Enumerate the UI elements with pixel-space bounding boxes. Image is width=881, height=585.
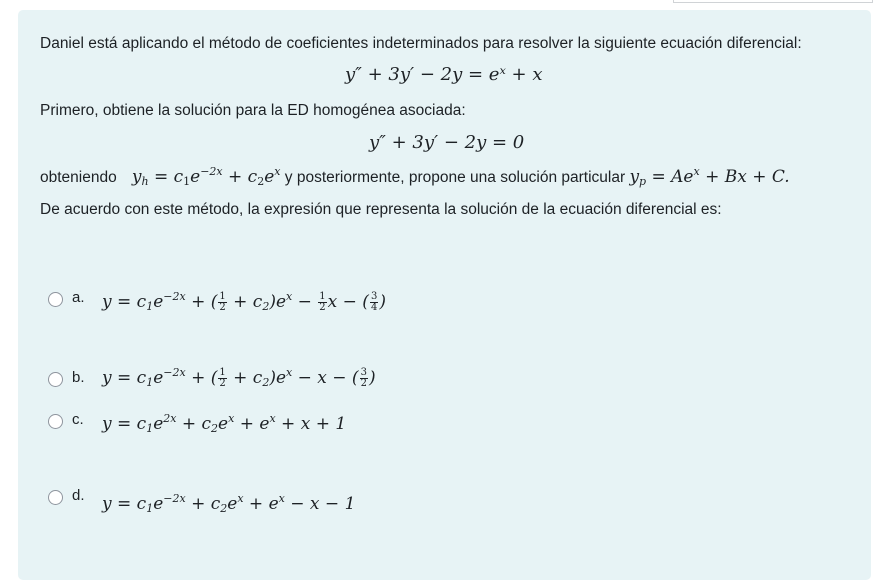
homogeneous-intro: Primero, obtiene la solución para la ED homogénea asociada: [40,102,466,119]
top-tab-border [673,0,873,3]
solution-line [40,167,790,188]
particular-solution: $y_p = Ae^x + Bx + C$. [629,165,790,188]
option-b-expression: $y = c_1e^{-2x}$ + ( $\frac{1}{2}$ + $c_2)e^x - x$ − ( $\frac{3}{2}$ ) [102,366,376,389]
homogeneous-equation: y″ + 3y′ − 2y = 0 [369,132,525,153]
question-intro: Daniel está aplicando el método de coeficientes indeterminados para resolver la siguiente ecuación diferencial: [40,35,802,52]
question-prompt: De acuerdo con este método, la expresión que representa la solución de la ecuación diferencial es: [40,201,722,218]
obtaining-middle: y posteriormente, propone una solución particular [284,169,626,186]
obtaining-prefix: obteniendo [40,169,117,186]
radio-b[interactable] [48,372,63,387]
option-c-expression: $y = c_1e^{2x} + c_2e^x + e^x + x + 1$ [102,412,347,435]
option-a-letter: a. [72,289,85,306]
homogeneous-solution: $y_h = c_1e^{-2x} + c_2e^x$ [121,165,281,188]
option-d-expression: $y = c_1e^{-2x} + c_2e^x + e^x - x - 1$ [102,492,356,515]
option-d-letter: d. [72,487,85,504]
option-a-expression: $y = c_1e^{-2x}$ + ( $\frac{1}{2}$ + $c_2)e^x$ − $\frac{1}{2}$ x − ( $\frac{3}{4}$ ) [102,290,386,313]
radio-c[interactable] [48,414,63,429]
radio-d[interactable] [48,490,63,505]
radio-a[interactable] [48,292,63,307]
option-b-letter: b. [72,369,85,386]
option-c-letter: c. [72,411,84,428]
main-equation: y″ + 3y′ − 2y = eˣ + x [345,64,543,85]
